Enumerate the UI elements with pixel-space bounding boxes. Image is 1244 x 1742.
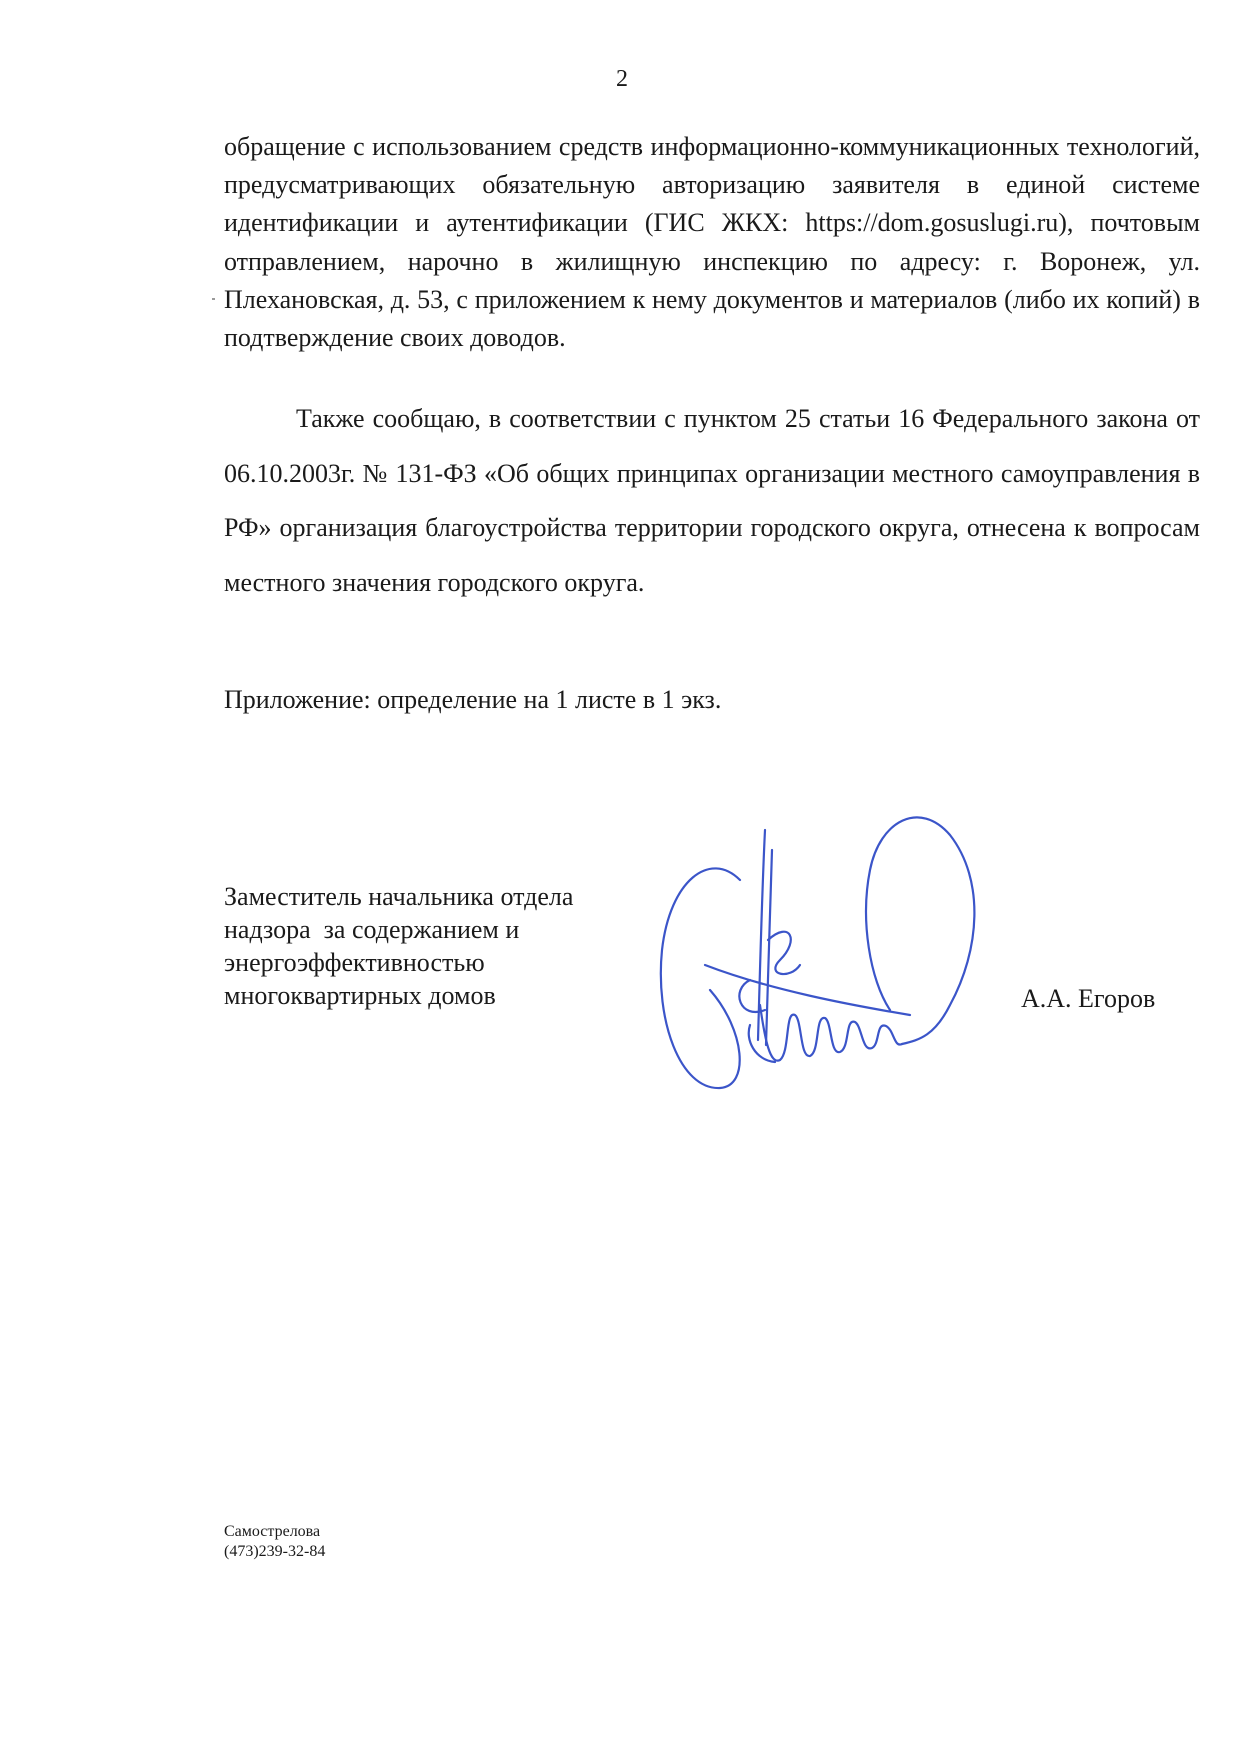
signer-position-line: Заместитель начальника отдела bbox=[224, 882, 574, 911]
executor-name: Самострелова bbox=[224, 1523, 321, 1540]
executor-phone: (473)239-32-84 bbox=[224, 1543, 326, 1560]
signer-position bbox=[224, 880, 573, 1012]
page-number: 2 bbox=[616, 66, 628, 92]
scan-artifact bbox=[212, 298, 215, 300]
signer-name: А.А. Егоров bbox=[1021, 984, 1156, 1013]
signer-position-line: надзора за содержанием и bbox=[224, 915, 520, 944]
executor-info bbox=[224, 1522, 325, 1562]
signer-position-line: многоквартирных домов bbox=[224, 981, 496, 1010]
handwritten-signature bbox=[650, 790, 1030, 1110]
body-paragraph-1: обращение с использованием средств информационно-коммуникационных технологий, предусматривающих обязательную авторизацию заявителя в единой системе идентификации и аутентификации (ГИС ЖКХ: https://dom.gosuslugi.ru), почтовым отправлением, нарочно в жилищную инспекцию по адресу: г. Воронеж, ул. Плехановская, д. 53, с приложением к нему документов и материалов (либо их копий) в подтверждение своих доводов. bbox=[224, 132, 1200, 353]
body-paragraph-2: Также сообщаю, в соответствии с пунктом 25 статьи 16 Федерального закона от 06.10.2003г. № 131-ФЗ «Об общих принципах организации местного самоуправления в РФ» организация благоустройства территории городского округа, отнесена к вопросам местного значения городского округа. bbox=[224, 404, 1200, 597]
signer-position-line: энергоэффективностью bbox=[224, 948, 485, 977]
attachment-note: Приложение: определение на 1 листе в 1 экз. bbox=[224, 685, 722, 714]
